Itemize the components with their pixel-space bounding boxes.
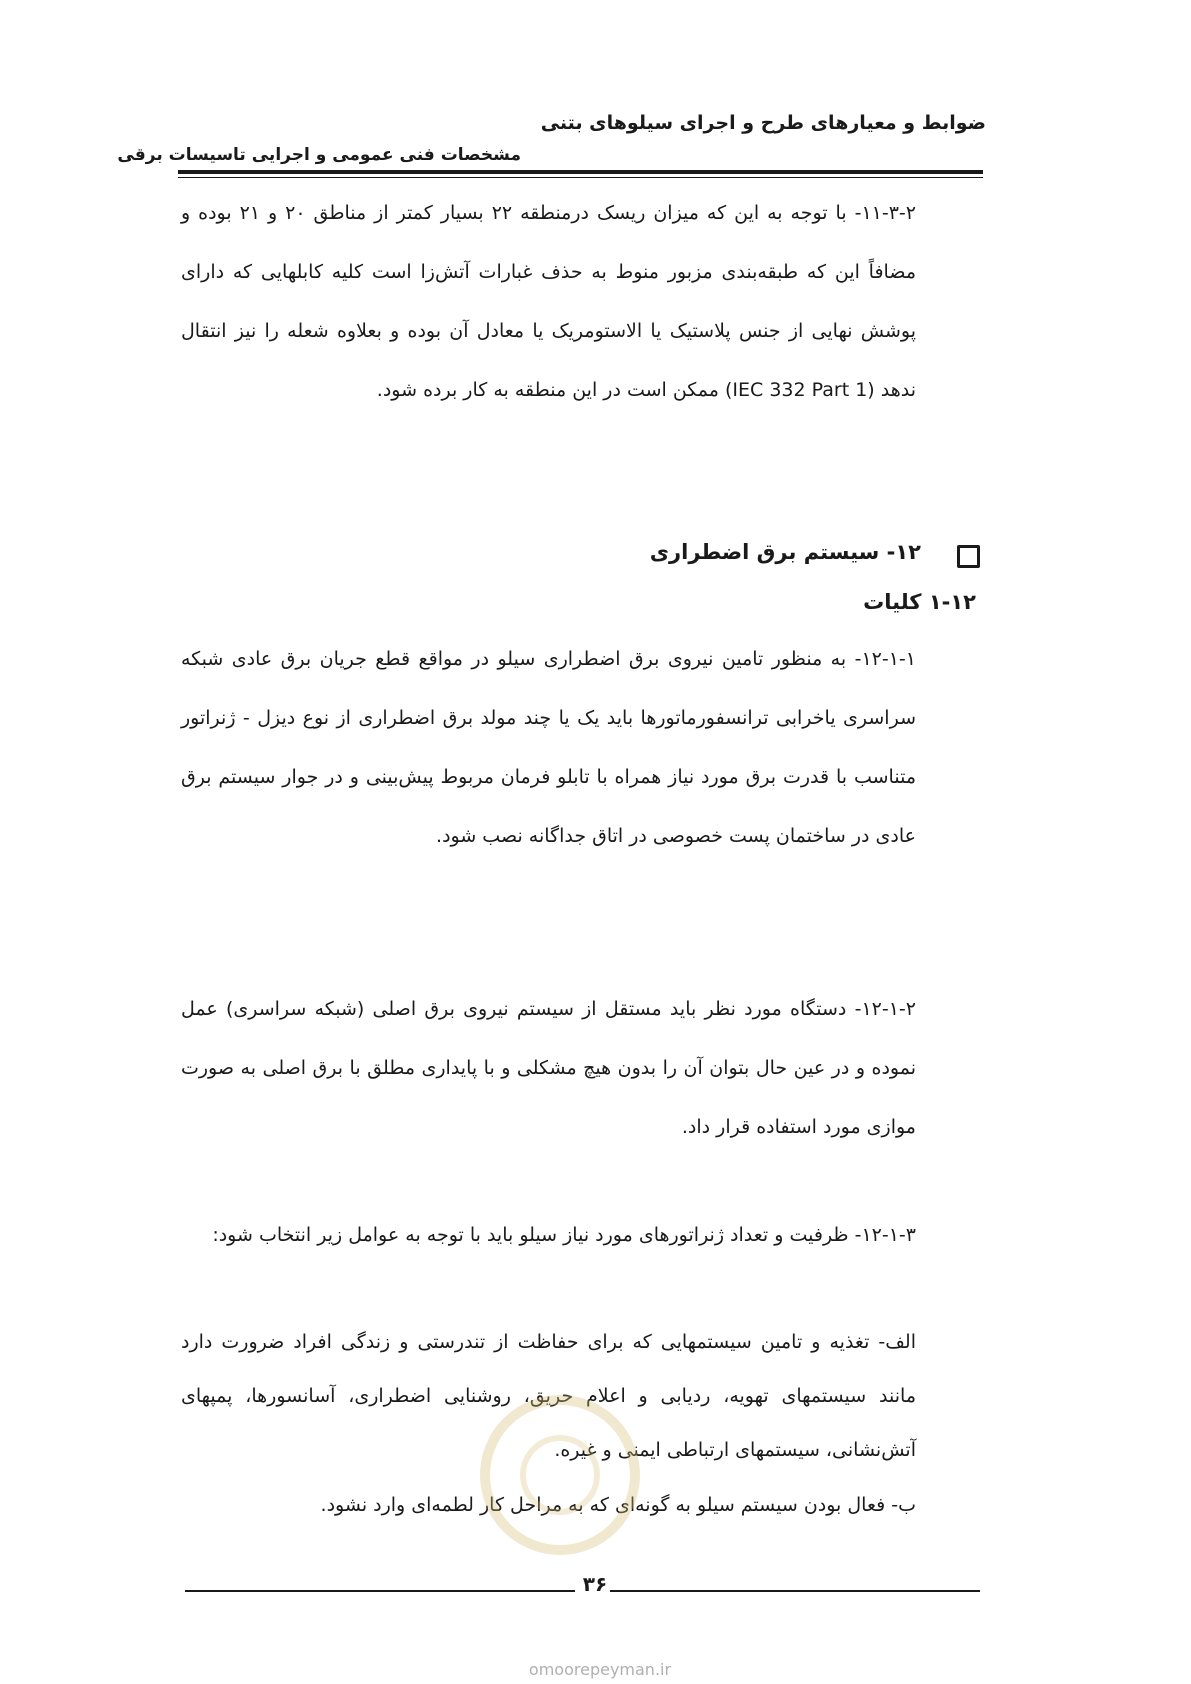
section-title: مشخصات فنی عمومی و اجرایی تاسیسات برقی <box>117 145 521 165</box>
section-12-heading: ۱۲- سیستم برق اضطراری <box>649 540 921 564</box>
watermark-url: omoorepeyman.ir <box>528 1660 672 1679</box>
list-item-be: ب- فعال بودن سیستم سیلو به گونه‌ای که به مراحل کار لطمه‌ای وارد نشود. <box>320 1494 916 1516</box>
paragraph-12-1-2: ۱۲-۱-۲- دستگاه مورد نظر باید مستقل از سیستم نیروی برق اصلی (شبکه سراسری) عمل نموده و در عین حال بتوان آن را بدون هیچ مشکلی و با پایداری مطلق با برق اصلی به صورت موازی مورد استفاده قرار داد. <box>181 998 916 1138</box>
header-rule-thick <box>178 170 983 174</box>
book-title: ضوابط و معیارهای طرح و اجرای سیلوهای بتنی <box>540 112 986 134</box>
footer-rule-right <box>610 1590 980 1592</box>
watermark-seal-inner <box>520 1435 600 1515</box>
paragraph-12-1-3: ۱۲-۱-۳- ظرفیت و تعداد ژنراتورهای مورد نیاز سیلو باید با توجه به عوامل زیر انتخاب شود: <box>212 1224 916 1246</box>
section-12-1-heading: ۱-۱۲ کلیات <box>863 590 976 614</box>
checkbox-icon <box>957 545 980 568</box>
list-item-alef: الف- تغذیه و تامین سیستمهایی که برای حفاظت از تندرستی و زندگی افراد ضرورت دارد مانند سیستمهای تهویه، ردیابی و اعلام حریق، روشنایی اضطراری، آسانسورها، پمپهای آتش‌نشانی، سیستمهای ارتباطی ایمنی و غیره. <box>181 1331 916 1461</box>
page-number: ۳۶ <box>582 1572 608 1596</box>
footer-rule-left <box>185 1590 575 1592</box>
paragraph-11-3-2: ۱۱-۳-۲- با توجه به این که میزان ریسک درمنطقه ۲۲ بسیار کمتر از مناطق ۲۰ و ۲۱ بوده و مضافاً این که طبقه‌بندی مزبور منوط به حذف غبارات آتش‌زا است کلیه کابلهایی که دارای پوشش نهایی از جنس پلاستیک یا الاستومریک یا معادل آن بوده و بعلاوه شعله را نیز انتقال ندهد (IEC 332 Part 1) ممکن است در این منطقه به کار برده شود. <box>181 202 916 401</box>
paragraph-12-1-1: ۱۲-۱-۱- به منظور تامین نیروی برق اضطراری سیلو در مواقع قطع جریان برق عادی شبکه سراسری یاخرابی ترانسفورماتورها باید یک یا چند مولد برق اضطراری از نوع دیزل - ژنراتور متناسب با قدرت برق مورد نیاز همراه با تابلو فرمان مربوط پیش‌بینی و در جوار سیستم برق عادی در ساختمان پست خصوصی در اتاق جداگانه نصب شود. <box>181 648 916 847</box>
header-rule-thin <box>178 177 983 178</box>
